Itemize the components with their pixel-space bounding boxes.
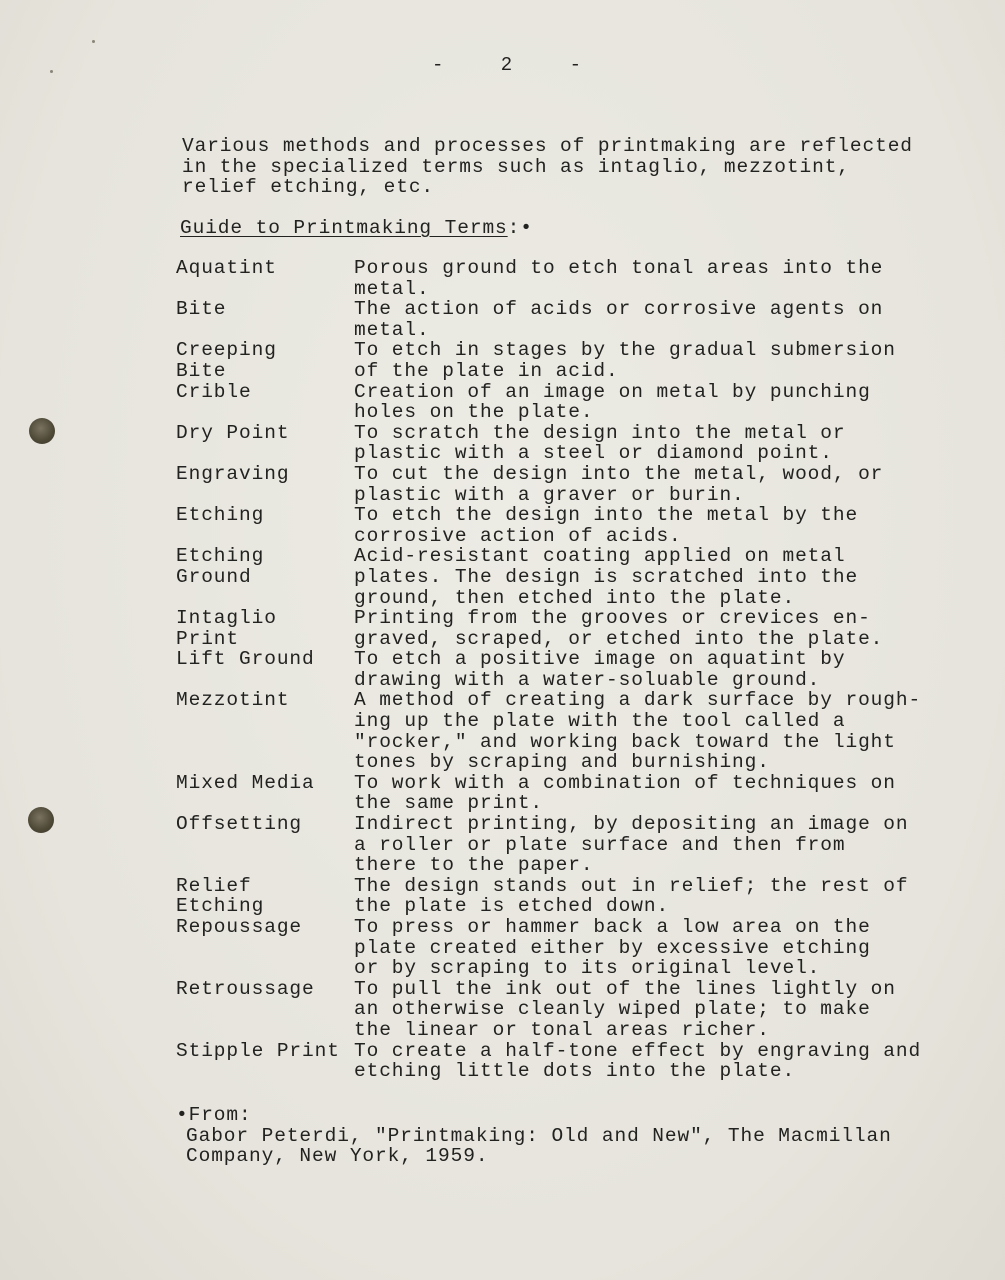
- term-definition: To work with a combination of techniques on the same print.: [354, 771, 896, 815]
- guide-heading-text: Guide to Printmaking Terms: [180, 217, 508, 239]
- footnote-label: •From:: [176, 1104, 252, 1126]
- term-definition: To etch in stages by the gradual submersion of the plate in acid.: [354, 339, 896, 382]
- term-entry: [176, 299, 936, 340]
- term-definition: Creation of an image on metal by punching holes on the plate.: [354, 380, 871, 424]
- term-definition: The action of acids or corrosive agents on metal.: [354, 298, 884, 341]
- term-name: Retroussage: [176, 977, 315, 1000]
- term-entry: [176, 690, 936, 772]
- term-definition: To press or hammer back a low area on the plate created either by excessive etching or by scraping to its original level.: [354, 916, 871, 980]
- page-dash-left: -: [432, 54, 445, 76]
- term-definition: To create a half-tone effect by engraving and etching little dots into the plate.: [354, 1039, 922, 1083]
- paper-speck: [50, 70, 53, 73]
- term-name: Etching: [176, 504, 265, 527]
- term-entry: [176, 382, 936, 423]
- term-name: Offsetting: [176, 813, 303, 836]
- term-entry: [176, 814, 936, 876]
- term-name: Aquatint: [176, 257, 277, 279]
- page-number-line: [432, 54, 582, 76]
- term-entry: [176, 876, 936, 917]
- term-name: Repoussage: [176, 916, 303, 938]
- page-number: 2: [500, 54, 514, 76]
- term-name: Bite: [176, 298, 227, 321]
- guide-heading-suffix: :•: [507, 217, 533, 239]
- term-entry: [176, 649, 936, 690]
- term-definition: The design stands out in relief; the rest of the plate is etched down.: [354, 874, 909, 918]
- term-name: Mezzotint: [176, 689, 290, 712]
- term-entry: [176, 464, 936, 505]
- punch-hole-bottom: [28, 807, 54, 833]
- term-definition: A method of creating a dark surface by rough- ing up the plate with the tool called a "rocker," and working back toward the light tones by scraping and burnishing.: [354, 689, 922, 774]
- term-definition: To etch a positive image on aquatint by drawing with a water-soluable ground.: [354, 648, 846, 691]
- footnote: [176, 1105, 936, 1167]
- footnote-citation: Gabor Peterdi, "Printmaking: Old and New", The Macmillan Company, New York, 1959.: [186, 1124, 892, 1168]
- page-dash-right: -: [569, 54, 582, 76]
- term-entry: [176, 546, 936, 608]
- term-name: Engraving: [176, 462, 290, 485]
- term-definition: Acid-resistant coating applied on metal plates. The design is scratched into the ground, then etched into the plate.: [354, 545, 859, 609]
- term-definition: Indirect printing, by depositing an image on a roller or plate surface and then from there to the paper.: [354, 813, 909, 877]
- term-name: Etching Ground: [176, 545, 265, 588]
- term-name: Mixed Media: [176, 771, 315, 794]
- term-definition: To pull the ink out of the lines lightly on an otherwise cleanly wiped plate; to make the linear or tonal areas richer.: [354, 977, 896, 1041]
- term-definition: Printing from the grooves or crevices en- graved, scraped, or etched into the plate.: [354, 607, 884, 650]
- term-entry: [176, 1041, 936, 1082]
- term-entry: [176, 340, 936, 381]
- term-name: Relief Etching: [176, 874, 265, 918]
- term-name: Lift Ground: [176, 648, 315, 671]
- term-name: Creeping Bite: [176, 339, 277, 382]
- term-entry: [176, 258, 936, 299]
- term-entry: [176, 505, 936, 546]
- term-entry: [176, 979, 936, 1041]
- term-definition: Porous ground to etch tonal areas into the metal.: [354, 257, 884, 300]
- term-definition: To etch the design into the metal by the corrosive action of acids.: [354, 504, 859, 547]
- term-definition: To cut the design into the metal, wood, or plastic with a graver or burin.: [354, 462, 884, 506]
- term-entry: [176, 608, 936, 649]
- term-name: Intaglio Print: [176, 607, 277, 650]
- terms-list: [176, 258, 936, 1082]
- term-name: Dry Point: [176, 421, 290, 444]
- intro-paragraph: Various methods and processes of printmaking are reflected in the specialized terms such as intaglio, mezzotint, relief etching, etc.: [182, 135, 913, 199]
- term-name: Crible: [176, 380, 252, 403]
- term-entry: [176, 773, 936, 814]
- term-definition: To scratch the design into the metal or plastic with a steel or diamond point.: [354, 421, 846, 465]
- term-name: Stipple Print: [176, 1039, 340, 1062]
- punch-hole-top: [29, 418, 55, 444]
- term-entry: [176, 423, 936, 464]
- term-entry: [176, 917, 936, 979]
- paper-speck: [92, 40, 95, 43]
- guide-heading: [180, 217, 533, 239]
